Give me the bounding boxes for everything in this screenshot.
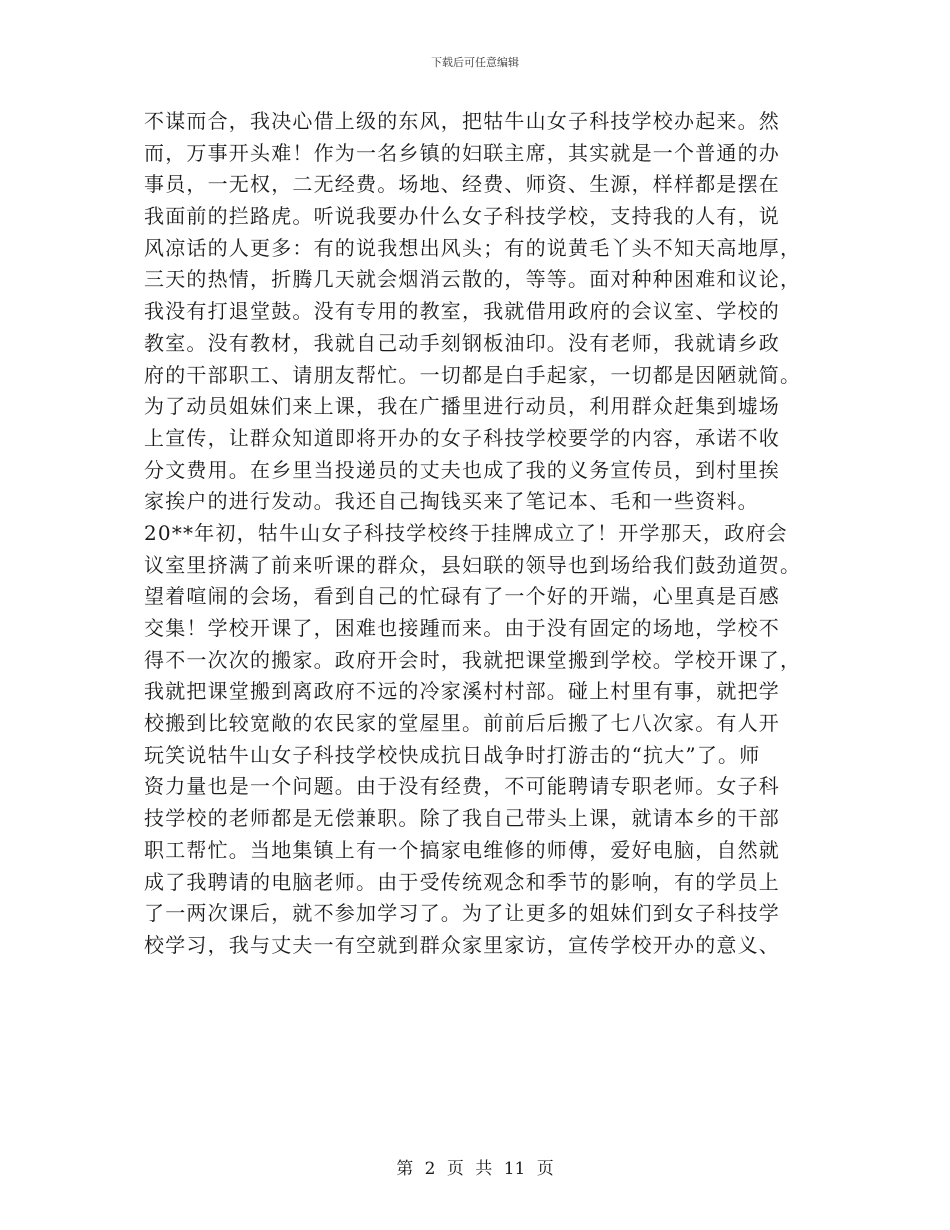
text-line: 家挨户的进行发动。我还自己掏钱买来了笔记本、毛和一些资料。 xyxy=(144,489,759,514)
text-line: 上宣传，让群众知道即将开办的女子科技学校要学的内容，承诺不收 xyxy=(144,425,780,450)
text-line: 交集！学校开课了，困难也接踵而来。由于没有固定的场地，学校不 xyxy=(144,616,780,640)
text-line: 而，万事开头难！作为一名乡镇的妇联主席，其实就是一个普通的办 xyxy=(144,140,780,165)
text-line: 技学校的老师都是无偿兼职。除了我自己带头上课，就请本乡的干部 xyxy=(144,806,780,831)
text-line: 府的干部职工、请朋友帮忙。一切都是白手起家，一切都是因陋就简。 xyxy=(144,362,802,387)
text-line: 我就把课堂搬到离政府不远的冷家溪村村部。碰上村里有事，就把学 xyxy=(144,679,780,704)
text-line: 校学习，我与丈夫一有空就到群众家里家访，宣传学校开办的意义、 xyxy=(144,932,780,957)
text-line: 我没有打退堂鼓。没有专用的教室，我就借用政府的会议室、学校的 xyxy=(144,299,780,324)
text-line: 成了我聘请的电脑老师。由于受传统观念和季节的影响，有的学员上 xyxy=(144,869,780,894)
text-line: 玩笑说牯牛山女子科技学校快成抗日战争时打游击的“抗大”了。师 xyxy=(144,742,761,767)
text-line: 得不一次次的搬家。政府开会时，我就把课堂搬到学校。学校开课了， xyxy=(144,647,802,672)
text-line: 20**年初，牯牛山女子科技学校终于挂牌成立了！开学那天，政府会 xyxy=(144,520,788,545)
text-line: 了一两次课后，就不参加学习了。为了让更多的姐妹们到女子科技学 xyxy=(144,901,780,926)
text-line: 分文费用。在乡里当投递员的丈夫也成了我的义务宣传员，到村里挨 xyxy=(144,457,780,482)
text-line: 我面前的拦路虎。听说我要办什么女子科技学校，支持我的人有，说 xyxy=(144,204,780,229)
text-line: 职工帮忙。当地集镇上有一个搞家电维修的师傅，爱好电脑，自然就 xyxy=(144,837,780,862)
page-header: 下载后可任意编辑 xyxy=(431,56,519,69)
body-text xyxy=(144,106,810,962)
text-line: 事员，一无权，二无经费。场地、经费、师资、生源，样样都是摆在 xyxy=(144,172,780,197)
text-line: 教室。没有教材，我就自己动手刻钢板油印。没有老师，我就请乡政 xyxy=(144,330,780,355)
text-line: 风凉话的人更多：有的说我想出风头；有的说黄毛丫头不知天高地厚， xyxy=(144,235,802,260)
text-line: 为了动员姐妹们来上课，我在广播里进行动员，利用群众赶集到墟场 xyxy=(144,394,780,419)
text-line: 资力量也是一个问题。由于没有经费，不可能聘请专职老师。女子科 xyxy=(144,774,780,799)
page-footer: 第 2 页 共 11 页 xyxy=(396,1159,554,1179)
text-line: 议室里挤满了前来听课的群众，县妇联的领导也到场给我们鼓劲道贺。 xyxy=(144,552,802,577)
text-line: 校搬到比较宽敞的农民家的堂屋里。前前后后搬了七八次家。有人开 xyxy=(144,711,780,736)
text-line: 不谋而合，我决心借上级的东风，把牯牛山女子科技学校办起来。然 xyxy=(144,109,780,133)
text-line: 三天的热情，折腾几天就会烟消云散的，等等。面对种种困难和议论， xyxy=(144,267,802,292)
text-line: 望着喧闹的会场，看到自己的忙碌有了一个好的开端，心里真是百感 xyxy=(144,584,780,609)
